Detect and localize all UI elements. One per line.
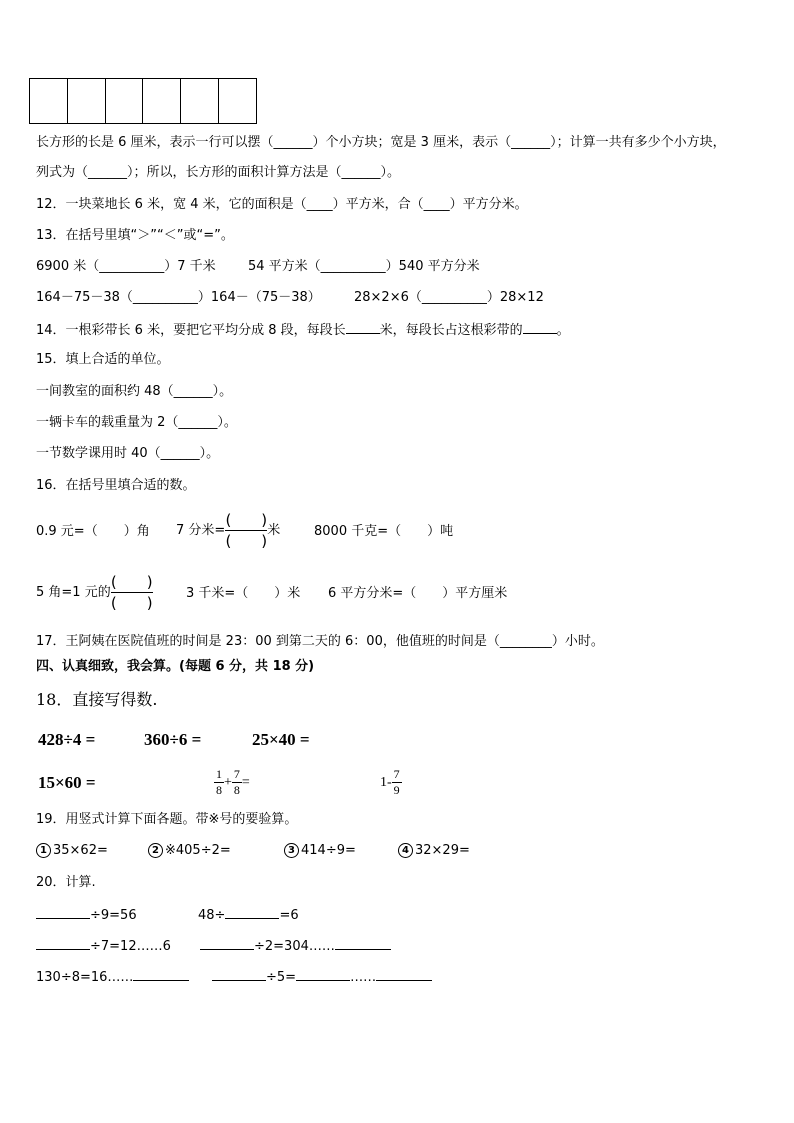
q16-b-post: 米 xyxy=(267,523,281,538)
q15-b: 一辆卡车的载重量为 2（______）。 xyxy=(36,415,237,430)
q13-d: 28×2×6（__________）28×12 xyxy=(354,290,544,305)
q16-f: 6 平方分米=（ ）平方厘米 xyxy=(328,586,508,601)
q13-a: 6900 米（__________）7 千米 xyxy=(36,259,216,274)
q12-text: 12．一块菜地长 6 米，宽 4 米，它的面积是（____）平方米，合（____）平方分米。 xyxy=(36,197,528,212)
q19-item-4: 4 32×29= xyxy=(398,843,470,859)
answer-blank[interactable] xyxy=(376,968,432,981)
q13-c: 164－75－38（__________）164－（75－38） xyxy=(36,290,321,305)
answer-blank[interactable] xyxy=(225,906,279,919)
answer-blank[interactable] xyxy=(36,906,90,919)
q16-a: 0.9 元=（ ）角 xyxy=(36,524,150,539)
q16-e: 3 千米=（ ）米 xyxy=(186,586,301,601)
q19-item-1: 1 35×62= xyxy=(36,843,108,859)
fraction: $\frac{7}{8}$ xyxy=(233,767,240,798)
circled-number: 1 xyxy=(36,843,51,858)
q19-item-2: 2 ※405÷2= xyxy=(148,843,231,859)
q18-f: 1- $\frac{7}{9}$ xyxy=(380,767,400,798)
answer-blank[interactable] xyxy=(200,937,254,950)
circled-number: 3 xyxy=(284,843,299,858)
q15-title: 15．填上合适的单位。 xyxy=(36,352,170,367)
q18-e: $\frac{1}{8}$ + $\frac{7}{8}$ = xyxy=(216,767,250,798)
paren-fraction: ( ) ( ) xyxy=(110,573,153,612)
q20-f: ÷5= …… xyxy=(212,968,432,986)
section-4-heading: 四、认真细致，我会算。(每题 6 分，共 18 分) xyxy=(36,659,315,674)
grid-cell xyxy=(181,79,219,123)
q11-line2: 列式为（______）；所以，长方形的面积计算方法是（______）。 xyxy=(36,165,401,180)
q14-text xyxy=(36,321,570,339)
answer-blank[interactable] xyxy=(36,937,90,950)
grid-cell xyxy=(106,79,144,123)
q18-title: 18．直接写得数. xyxy=(36,690,158,709)
q16-d xyxy=(36,570,153,616)
q13-b: 54 平方米（__________）540 平方分米 xyxy=(248,259,480,274)
paren-fraction: ( ) ( ) xyxy=(225,511,268,550)
q19-title: 19．用竖式计算下面各题。带※号的要验算。 xyxy=(36,812,298,827)
q20-title: 20．计算. xyxy=(36,875,96,890)
q20-a: ÷9=56 xyxy=(36,906,137,924)
fraction: $\frac{1}{8}$ xyxy=(216,767,222,798)
circled-number: 2 xyxy=(148,843,163,858)
q16-title: 16．在括号里填合适的数。 xyxy=(36,478,196,493)
q19-item-3: 3 414÷9= xyxy=(284,843,356,859)
square-grid xyxy=(29,78,257,124)
q17-text: 17．王阿姨在医院值班的时间是 23：00 到第二天的 6：00，他值班的时间是（________）小时。 xyxy=(36,634,604,649)
q20-e: 130÷8=16…… xyxy=(36,968,189,986)
answer-blank[interactable] xyxy=(335,937,391,950)
q20-d: ÷2=304…… xyxy=(200,937,391,955)
q16-b xyxy=(176,508,280,554)
grid-cell xyxy=(30,79,68,123)
q14-part3: 。 xyxy=(556,323,570,338)
q20-c: ÷7=12……6 xyxy=(36,937,171,955)
q18-c: 25×40 = xyxy=(252,730,310,749)
q20-b: 48÷ =6 xyxy=(198,908,299,923)
grid-cell xyxy=(68,79,106,123)
fraction: $\frac{7}{9}$ xyxy=(393,767,400,798)
q15-c: 一节数学课用时 40（______）。 xyxy=(36,446,220,461)
q14-part1: 14．一根彩带长 6 米，要把它平均分成 8 段，每段长 xyxy=(36,323,346,338)
answer-blank[interactable] xyxy=(523,321,557,334)
answer-blank[interactable] xyxy=(296,968,350,981)
q13-title: 13．在括号里填“＞”“＜”或“=”。 xyxy=(36,228,234,243)
circled-number: 4 xyxy=(398,843,413,858)
q18-a: 428÷4 = xyxy=(38,730,96,749)
q18-d: 15×60 = xyxy=(38,773,96,792)
q14-part2: 米，每段长占这根彩带的 xyxy=(379,323,523,338)
grid-cell xyxy=(219,79,256,123)
q11-line1: 长方形的长是 6 厘米，表示一行可以摆（______）个小方块；宽是 3 厘米，表示（______）；计算一共有多少个小方块， xyxy=(36,135,726,150)
grid-cell xyxy=(143,79,181,123)
q16-d-pre: 5 角=1 元的 xyxy=(36,585,111,600)
answer-blank[interactable] xyxy=(133,968,189,981)
answer-blank[interactable] xyxy=(212,968,266,981)
q15-a: 一间教室的面积约 48（______）。 xyxy=(36,384,233,399)
q16-b-pre: 7 分米= xyxy=(176,523,226,538)
answer-blank[interactable] xyxy=(346,321,380,334)
q18-b: 360÷6 = xyxy=(144,730,202,749)
q16-c: 8000 千克=（ ）吨 xyxy=(314,524,454,539)
